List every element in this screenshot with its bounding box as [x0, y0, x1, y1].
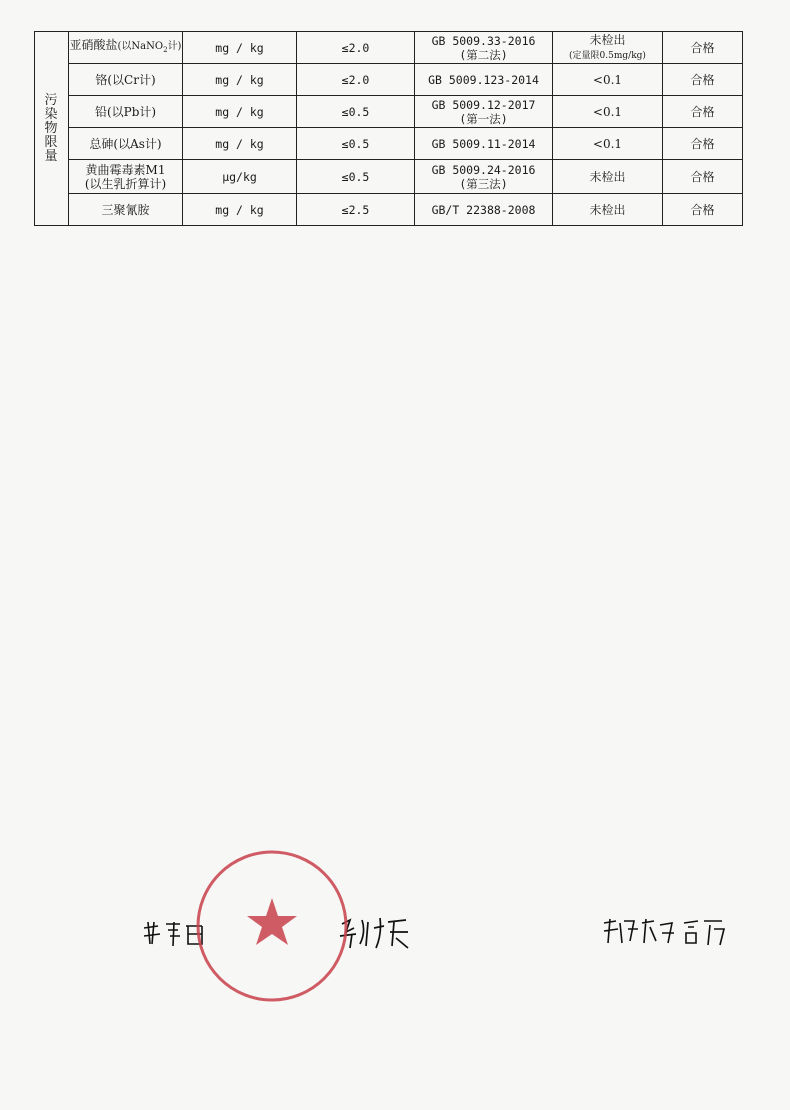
unit: mg / kg [183, 96, 297, 128]
verdict: 合格 [663, 32, 743, 64]
verdict: 合格 [663, 96, 743, 128]
limit: ≤2.0 [297, 32, 415, 64]
verdict: 合格 [663, 128, 743, 160]
item-name: 亚硝酸盐(以NaNO$_2$计) [69, 32, 183, 64]
item-name: 铅(以Pb计) [69, 96, 183, 128]
item-name: 铬(以Cr计) [69, 64, 183, 96]
verdict: 合格 [663, 64, 743, 96]
unit: mg / kg [183, 128, 297, 160]
verdict: 合格 [663, 194, 743, 226]
unit: mg / kg [183, 32, 297, 64]
company-seal [192, 846, 352, 1006]
table-row [35, 96, 743, 128]
method: GB 5009.123-2014 [415, 64, 553, 96]
result: <0.1 [553, 64, 663, 96]
table-row [35, 128, 743, 160]
result: <0.1 [553, 96, 663, 128]
unit: mg / kg [183, 194, 297, 226]
limit: ≤0.5 [297, 160, 415, 194]
inspector-signature [600, 915, 730, 949]
item-name: 三聚氰胺 [69, 194, 183, 226]
limit: ≤0.5 [297, 128, 415, 160]
verdict: 合格 [663, 160, 743, 194]
inspection-table [34, 31, 743, 226]
table-row [35, 32, 743, 64]
unit: μg/kg [183, 160, 297, 194]
table-row [35, 194, 743, 226]
method: GB 5009.33-2016 (第二法) [415, 32, 553, 64]
table-row [35, 64, 743, 96]
category-contaminants: 污 染 物 限 量 [35, 32, 69, 226]
limit: ≤2.5 [297, 194, 415, 226]
method: GB 5009.11-2014 [415, 128, 553, 160]
result: 未检出 [553, 160, 663, 194]
result: 未检出 [553, 194, 663, 226]
method: GB 5009.12-2017 (第一法) [415, 96, 553, 128]
result: 未检出 (定量限0.5mg/kg) [553, 32, 663, 64]
method: GB/T 22388-2008 [415, 194, 553, 226]
item-name: 总砷(以As计) [69, 128, 183, 160]
item-name: 黄曲霉毒素M1 (以生乳折算计) [69, 160, 183, 194]
method: GB 5009.24-2016 (第三法) [415, 160, 553, 194]
limit: ≤0.5 [297, 96, 415, 128]
unit: mg / kg [183, 64, 297, 96]
table-row [35, 160, 743, 194]
limit: ≤2.0 [297, 64, 415, 96]
result: <0.1 [553, 128, 663, 160]
